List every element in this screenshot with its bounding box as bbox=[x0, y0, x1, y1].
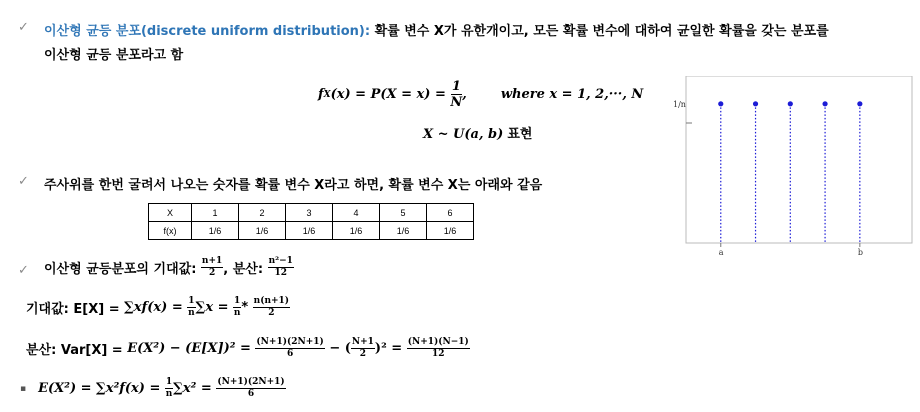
pmf-sub: X bbox=[323, 89, 331, 100]
ex2-mid: ∑x² = bbox=[173, 381, 212, 396]
section1-desc: 확률 변수 X가 유한개이고, 모든 확률 변수에 대하여 균일한 확률을 갖는 분포를 bbox=[374, 24, 829, 39]
uniform-pmf-chart bbox=[668, 76, 916, 260]
check-icon: ✓ bbox=[18, 20, 29, 35]
table-cell: 1/6 bbox=[239, 222, 286, 240]
table-cell: f(x) bbox=[149, 222, 192, 240]
var-fraction: $\frac{\text{n²−1}}{12}$ bbox=[268, 256, 293, 278]
where-word: where bbox=[500, 87, 545, 102]
table-row bbox=[149, 204, 474, 222]
table-cell: 1/6 bbox=[333, 222, 380, 240]
where-range: x = 1, 2,···, N bbox=[549, 87, 644, 102]
exp-part1: ∑xf(x) = bbox=[124, 300, 183, 315]
var-part1: E(X²) − (E[X])² = bbox=[127, 341, 251, 356]
var-label: , 분산: bbox=[223, 262, 264, 277]
var-frac1: $\frac{(N+1)(2N+1)}{6}$ bbox=[256, 337, 324, 359]
pmf-fraction: $\frac{1}{N}$ bbox=[450, 79, 463, 110]
section1-desc2: 이산형 균등 분포라고 함 bbox=[44, 48, 184, 63]
pmf-comma: , bbox=[462, 87, 467, 102]
pmf-lhs: f bbox=[318, 87, 324, 102]
chart-point bbox=[718, 101, 723, 106]
exp-frac1: $\frac{1}{n}$ bbox=[188, 296, 195, 318]
var-close: )² = bbox=[374, 341, 403, 356]
check-icon: ✓ bbox=[18, 263, 29, 278]
exp-star: * bbox=[241, 300, 249, 315]
exp-label: 기대값: E[X] = bbox=[26, 302, 120, 317]
chart-point bbox=[822, 101, 827, 106]
chart-point bbox=[753, 101, 758, 106]
check-icon: ✓ bbox=[18, 174, 29, 189]
y-tick-label: 1/n bbox=[673, 99, 686, 109]
table-row bbox=[149, 222, 474, 240]
table-cell: 2 bbox=[239, 204, 286, 222]
table-cell: 5 bbox=[380, 204, 427, 222]
x-tick-label: b bbox=[857, 248, 863, 257]
ex2-frac1: $\frac{1}{n}$ bbox=[165, 377, 173, 399]
exp-frac2: $\frac{1}{n}$ bbox=[233, 296, 241, 318]
chart-point bbox=[788, 101, 793, 106]
var-line-label: 분산: Var[X] = bbox=[26, 343, 123, 358]
table-cell: X bbox=[149, 204, 192, 222]
ex2-frac2: $\frac{(N+1)(2N+1)}{6}$ bbox=[217, 377, 285, 399]
notation-line bbox=[423, 123, 533, 142]
section2-text: 주사위를 한번 굴려서 나오는 숫자를 확률 변수 X라고 하면, 확률 변수 X는 아래와 같음 bbox=[44, 178, 543, 193]
section1-title: 이산형 균등 분포(discrete uniform distribution): bbox=[44, 24, 371, 39]
variance-line bbox=[26, 338, 470, 359]
ev-fraction: $\frac{n+1}{2}$ bbox=[201, 256, 223, 278]
ex2-line bbox=[20, 378, 286, 399]
notation-word: 표현 bbox=[507, 127, 533, 142]
chart-frame bbox=[686, 76, 912, 243]
x-tick-label: a bbox=[718, 248, 724, 257]
pmf-mid: (x) = P(X = x) = bbox=[330, 87, 446, 102]
table-cell: 4 bbox=[333, 204, 380, 222]
section1-line bbox=[44, 20, 829, 39]
chart-xticks bbox=[719, 243, 863, 257]
bullet-icon: ▪ bbox=[20, 383, 27, 394]
chart-point bbox=[857, 101, 862, 106]
notation: X ~ U(a, b) bbox=[423, 127, 504, 142]
dice-table bbox=[148, 203, 474, 240]
table-cell: 1 bbox=[192, 204, 239, 222]
table-cell: 3 bbox=[286, 204, 333, 222]
table-cell: 1/6 bbox=[427, 222, 474, 240]
ev-label: 이산형 균등분포의 기대값: bbox=[44, 262, 197, 277]
var-frac2: $\frac{N+1}{2}$ bbox=[351, 337, 374, 359]
exp-frac3: $\frac{n(n+1)}{2}$ bbox=[253, 296, 290, 318]
table-cell: 1/6 bbox=[192, 222, 239, 240]
table-cell: 1/6 bbox=[286, 222, 333, 240]
chart-points bbox=[718, 101, 862, 243]
pmf-formula bbox=[318, 80, 643, 109]
ex2-lhs: E(X²) = ∑x²f(x) = bbox=[38, 381, 161, 396]
table-cell: 1/6 bbox=[380, 222, 427, 240]
exp-part2: ∑x = bbox=[195, 300, 229, 315]
table-cell: 6 bbox=[427, 204, 474, 222]
section3-line bbox=[44, 257, 294, 278]
var-minus: − ( bbox=[329, 341, 351, 356]
var-frac3: $\frac{(N+1)(N-1)}{12}$ bbox=[407, 337, 469, 359]
expectation-line bbox=[26, 297, 290, 318]
